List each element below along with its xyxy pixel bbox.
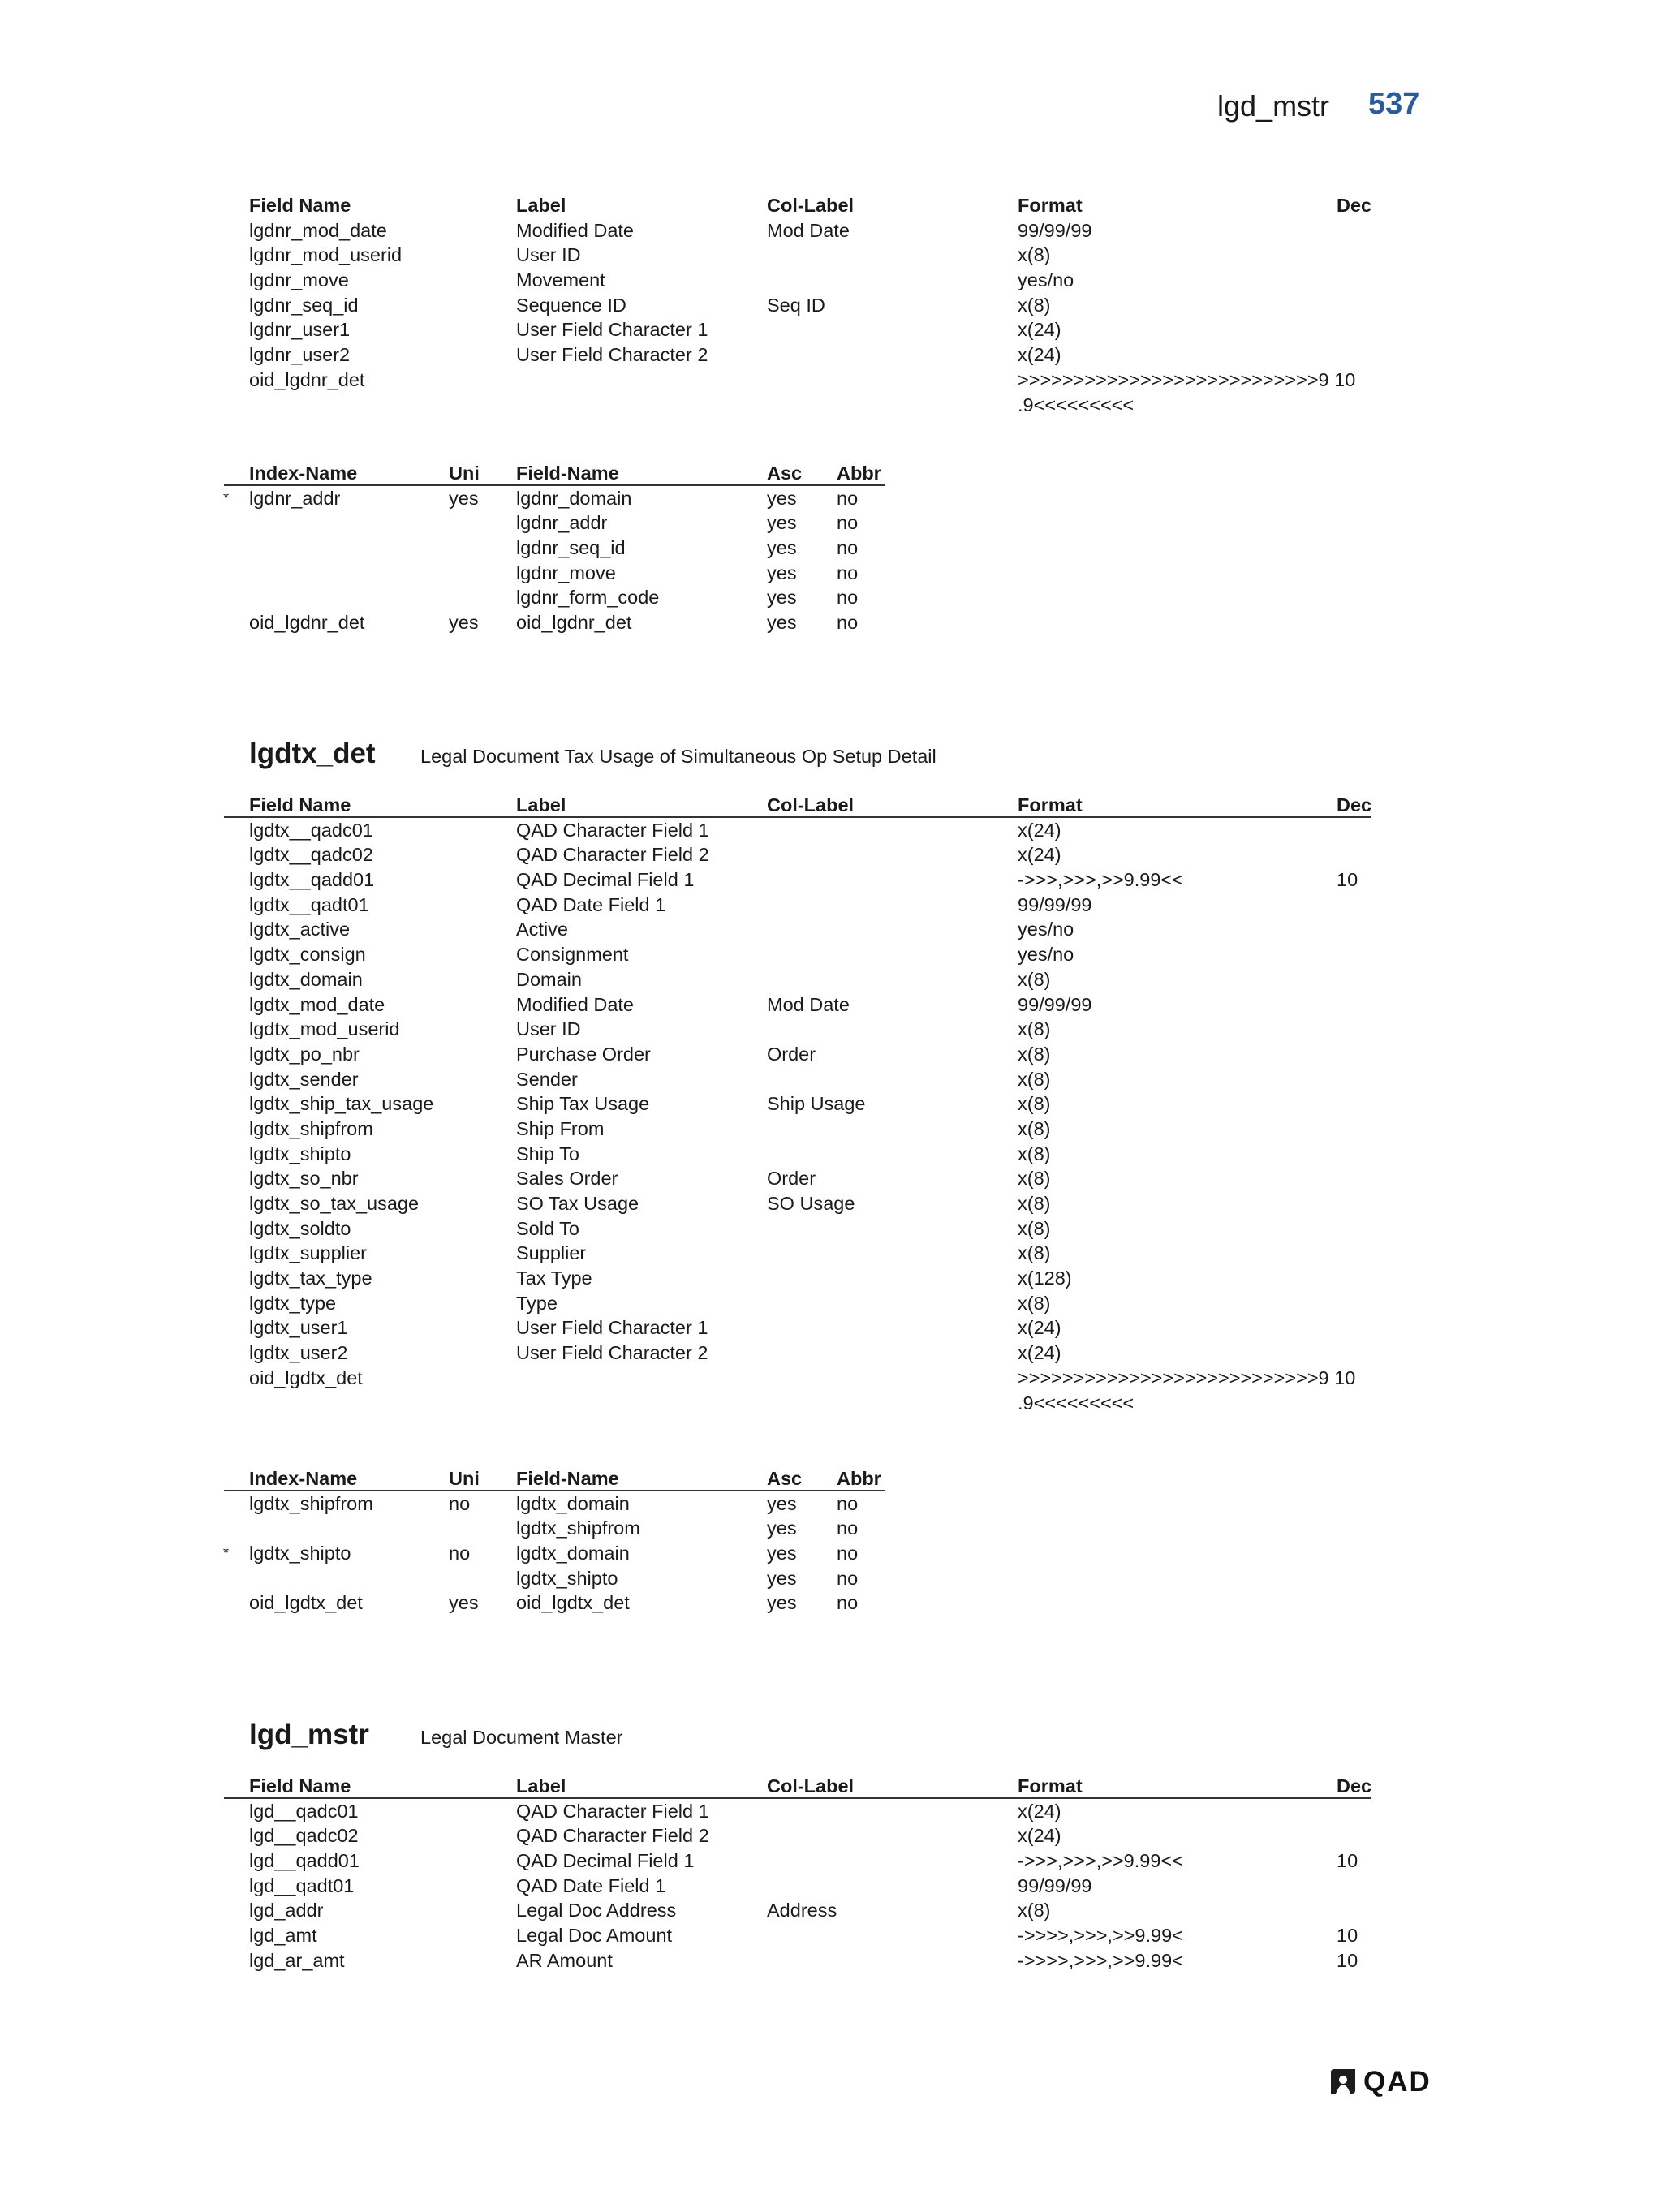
field-format: x(8) [1018, 1168, 1051, 1190]
field-name: lgd_addr [249, 1900, 324, 1922]
index-name: lgdnr_addr [249, 487, 341, 509]
column-header: Uni [449, 1468, 480, 1489]
index-field: lgdnr_seq_id [516, 537, 626, 559]
field-name: lgdnr_move [249, 269, 349, 291]
field-name: lgd__qadc02 [249, 1825, 359, 1847]
col-label: Order [767, 1168, 816, 1190]
column-header: Col-Label [767, 794, 855, 816]
field-label: Ship To [516, 1143, 579, 1164]
table-description: Legal Document Tax Usage of Simultaneous Op Setup Detail [420, 746, 936, 767]
field-label: Supplier [516, 1242, 587, 1264]
page-number: 537 [1368, 87, 1420, 121]
field-label: User ID [516, 244, 581, 266]
field-format: x(8) [1018, 1143, 1051, 1164]
index-asc: yes [767, 587, 797, 609]
field-format: ->>>>,>>>,>>9.99< [1018, 1949, 1183, 1971]
field-name: lgdtx_shipfrom [249, 1117, 373, 1139]
index-abbr: no [837, 562, 859, 583]
column-header: Field Name [249, 195, 351, 216]
field-label: Type [516, 1292, 558, 1314]
column-header: Abbr [837, 463, 881, 484]
qad-logo-text: QAD [1363, 2066, 1432, 2098]
field-label: Movement [516, 269, 605, 291]
index-name: lgdtx_shipto [249, 1543, 351, 1564]
field-format: ->>>,>>>,>>9.99<< [1018, 869, 1183, 891]
index-abbr: no [837, 512, 859, 534]
column-header: Field Name [249, 1775, 351, 1797]
field-format: 99/99/99 [1018, 219, 1092, 241]
index-abbr: no [837, 1567, 859, 1589]
index-asc: yes [767, 512, 797, 534]
field-format: x(24) [1018, 344, 1061, 366]
field-name: lgdtx_active [249, 919, 351, 940]
index-unique: no [449, 1492, 471, 1514]
field-format: x(8) [1018, 1093, 1051, 1115]
table-title: lgd_mstr [249, 1719, 369, 1750]
index-field: lgdnr_addr [516, 512, 608, 534]
field-format: x(24) [1018, 1800, 1061, 1822]
index-asc: yes [767, 537, 797, 559]
index-abbr: no [837, 612, 859, 634]
field-name: lgdtx_soldto [249, 1217, 351, 1239]
field-format: x(24) [1018, 1342, 1061, 1364]
index-unique: yes [449, 612, 479, 634]
index-abbr: no [837, 1517, 859, 1539]
column-header: Asc [767, 463, 803, 484]
header-rule [224, 1797, 1371, 1799]
qad-logo-icon [1328, 2066, 1358, 2097]
field-label: Sold To [516, 1217, 579, 1239]
field-name: lgdtx_shipto [249, 1143, 351, 1164]
column-header: Col-Label [767, 1775, 855, 1797]
column-header: Label [516, 794, 566, 816]
index-asc: yes [767, 1517, 797, 1539]
column-header: Format [1018, 794, 1083, 816]
column-header: Index-Name [249, 463, 358, 484]
field-format: 99/99/99 [1018, 893, 1092, 915]
field-format: .9<<<<<<<<< [1018, 394, 1135, 415]
field-label: QAD Character Field 2 [516, 844, 709, 866]
field-label: QAD Decimal Field 1 [516, 869, 695, 891]
field-label: User Field Character 1 [516, 319, 708, 341]
field-format: .9<<<<<<<<< [1018, 1392, 1135, 1414]
field-name: lgdtx__qadc01 [249, 819, 373, 841]
field-format: x(24) [1018, 1825, 1061, 1847]
column-header: Uni [449, 463, 480, 484]
index-field: lgdnr_form_code [516, 587, 660, 609]
col-label: Ship Usage [767, 1093, 866, 1115]
column-header: Label [516, 195, 566, 216]
field-format: yes/no [1018, 919, 1074, 940]
field-name: lgd__qadd01 [249, 1850, 360, 1872]
column-header: Index-Name [249, 1468, 358, 1489]
field-label: User ID [516, 1018, 581, 1040]
index-abbr: no [837, 1592, 859, 1614]
field-name: lgdtx_tax_type [249, 1267, 372, 1289]
field-label: QAD Date Field 1 [516, 893, 666, 915]
index-asc: yes [767, 1567, 797, 1589]
field-name: lgdtx_supplier [249, 1242, 368, 1264]
field-label: QAD Character Field 1 [516, 1800, 709, 1822]
field-format: ->>>,>>>,>>9.99<< [1018, 1850, 1183, 1872]
index-unique: yes [449, 487, 479, 509]
field-name: lgd__qadc01 [249, 1800, 359, 1822]
column-header: Format [1018, 1775, 1083, 1797]
col-label: Mod Date [767, 993, 850, 1015]
index-unique: no [449, 1543, 471, 1564]
field-label: Purchase Order [516, 1043, 651, 1065]
field-name: lgdnr_user1 [249, 319, 351, 341]
index-field: lgdtx_domain [516, 1543, 630, 1564]
index-field: lgdtx_domain [516, 1492, 630, 1514]
field-format: x(8) [1018, 968, 1051, 990]
index-unique: yes [449, 1592, 479, 1614]
field-format: yes/no [1018, 269, 1074, 291]
field-label: QAD Character Field 1 [516, 819, 709, 841]
field-name: lgdnr_mod_userid [249, 244, 403, 266]
field-label: Sender [516, 1068, 578, 1090]
field-name: lgdtx_so_tax_usage [249, 1193, 420, 1214]
field-name: lgd__qadt01 [249, 1874, 355, 1896]
field-name: lgdtx_domain [249, 968, 363, 990]
field-label: QAD Character Field 2 [516, 1825, 709, 1847]
field-format: 99/99/99 [1018, 993, 1092, 1015]
primary-index-marker: * [223, 489, 230, 506]
field-name: oid_lgdtx_det [249, 1366, 363, 1388]
field-name: lgdtx_user1 [249, 1317, 348, 1339]
field-format: x(8) [1018, 1292, 1051, 1314]
field-label: Consignment [516, 944, 629, 966]
index-abbr: no [837, 537, 859, 559]
field-name: lgdtx__qadd01 [249, 869, 375, 891]
field-format: x(8) [1018, 1068, 1051, 1090]
column-header: Dec [1337, 195, 1372, 216]
qad-logo [1328, 2066, 1449, 2098]
field-format: x(8) [1018, 1018, 1051, 1040]
col-label: Mod Date [767, 219, 850, 241]
field-label: QAD Decimal Field 1 [516, 1850, 695, 1872]
index-asc: yes [767, 1543, 797, 1564]
field-format: x(8) [1018, 1242, 1051, 1264]
field-format: x(8) [1018, 1193, 1051, 1214]
field-name: lgdtx_sender [249, 1068, 359, 1090]
index-asc: yes [767, 562, 797, 583]
field-format: x(24) [1018, 319, 1061, 341]
field-label: Ship Tax Usage [516, 1093, 650, 1115]
field-label: Legal Doc Amount [516, 1925, 673, 1947]
index-asc: yes [767, 1592, 797, 1614]
field-name: lgdtx_po_nbr [249, 1043, 360, 1065]
index-name: oid_lgdnr_det [249, 612, 365, 634]
header-rule [224, 816, 1371, 818]
field-label: Ship From [516, 1117, 605, 1139]
column-header: Label [516, 1775, 566, 1797]
index-name: lgdtx_shipfrom [249, 1492, 373, 1514]
field-label: User Field Character 1 [516, 1317, 708, 1339]
column-header: Field-Name [516, 463, 619, 484]
field-label: Modified Date [516, 219, 634, 241]
field-format: x(24) [1018, 844, 1061, 866]
field-name: lgdtx_mod_date [249, 993, 385, 1015]
field-label: Sales Order [516, 1168, 618, 1190]
field-name: lgdnr_user2 [249, 344, 351, 366]
index-field: lgdtx_shipto [516, 1567, 618, 1589]
index-abbr: no [837, 1543, 859, 1564]
table-title: lgdtx_det [249, 738, 376, 769]
field-format: x(24) [1018, 819, 1061, 841]
field-name: lgdtx__qadt01 [249, 893, 369, 915]
column-header: Abbr [837, 1468, 881, 1489]
index-field: lgdnr_move [516, 562, 616, 583]
field-name: lgdtx_user2 [249, 1342, 348, 1364]
field-format: x(8) [1018, 1217, 1051, 1239]
index-asc: yes [767, 487, 797, 509]
field-format: yes/no [1018, 944, 1074, 966]
column-header: Field Name [249, 794, 351, 816]
field-label: Sequence ID [516, 294, 626, 316]
field-format: x(8) [1018, 1117, 1051, 1139]
field-label: User Field Character 2 [516, 344, 708, 366]
field-label: Modified Date [516, 993, 634, 1015]
col-label: Seq ID [767, 294, 825, 316]
field-name: lgdtx_mod_userid [249, 1018, 400, 1040]
index-field: lgdnr_domain [516, 487, 632, 509]
field-format: x(8) [1018, 1900, 1051, 1922]
field-name: lgdnr_seq_id [249, 294, 359, 316]
table-description: Legal Document Master [420, 1727, 623, 1748]
index-abbr: no [837, 487, 859, 509]
column-header: Dec [1337, 794, 1372, 816]
field-dec: 10 [1337, 1925, 1358, 1947]
field-label: User Field Character 2 [516, 1342, 708, 1364]
field-name: lgd_ar_amt [249, 1949, 345, 1971]
field-name: lgdtx_so_nbr [249, 1168, 359, 1190]
field-name: oid_lgdnr_det [249, 368, 365, 390]
field-format: x(24) [1018, 1317, 1061, 1339]
field-name: lgdtx_ship_tax_usage [249, 1093, 434, 1115]
column-header: Format [1018, 195, 1083, 216]
field-name: lgdtx__qadc02 [249, 844, 373, 866]
field-dec: 10 [1337, 869, 1358, 891]
field-name: lgd_amt [249, 1925, 317, 1947]
index-asc: yes [767, 612, 797, 634]
field-format: x(128) [1018, 1267, 1072, 1289]
primary-index-marker: * [223, 1545, 230, 1562]
field-label: Legal Doc Address [516, 1900, 677, 1922]
index-name: oid_lgdtx_det [249, 1592, 363, 1614]
field-name: lgdnr_mod_date [249, 219, 387, 241]
column-header: Dec [1337, 1775, 1372, 1797]
field-name: lgdtx_consign [249, 944, 366, 966]
column-header: Asc [767, 1468, 803, 1489]
col-label: Order [767, 1043, 816, 1065]
field-format: x(8) [1018, 244, 1051, 266]
index-field: oid_lgdtx_det [516, 1592, 630, 1614]
column-header: Col-Label [767, 195, 855, 216]
field-format: x(8) [1018, 294, 1051, 316]
running-header-section: lgd_mstr [1217, 89, 1330, 123]
field-label: Domain [516, 968, 582, 990]
field-format: x(8) [1018, 1043, 1051, 1065]
index-abbr: no [837, 1492, 859, 1514]
index-field: oid_lgdnr_det [516, 612, 632, 634]
index-abbr: no [837, 587, 859, 609]
index-asc: yes [767, 1492, 797, 1514]
field-format: >>>>>>>>>>>>>>>>>>>>>>>>>>>9 10 [1018, 1366, 1356, 1388]
column-header: Field-Name [516, 1468, 619, 1489]
field-format: ->>>>,>>>,>>9.99< [1018, 1925, 1183, 1947]
index-field: lgdtx_shipfrom [516, 1517, 640, 1539]
field-format: >>>>>>>>>>>>>>>>>>>>>>>>>>>9 10 [1018, 368, 1356, 390]
field-name: lgdtx_type [249, 1292, 337, 1314]
field-label: Tax Type [516, 1267, 592, 1289]
field-label: QAD Date Field 1 [516, 1874, 666, 1896]
col-label: SO Usage [767, 1193, 855, 1214]
field-label: AR Amount [516, 1949, 613, 1971]
col-label: Address [767, 1900, 837, 1922]
field-label: SO Tax Usage [516, 1193, 639, 1214]
field-dec: 10 [1337, 1850, 1358, 1872]
field-label: Active [516, 919, 568, 940]
field-format: 99/99/99 [1018, 1874, 1092, 1896]
field-dec: 10 [1337, 1949, 1358, 1971]
